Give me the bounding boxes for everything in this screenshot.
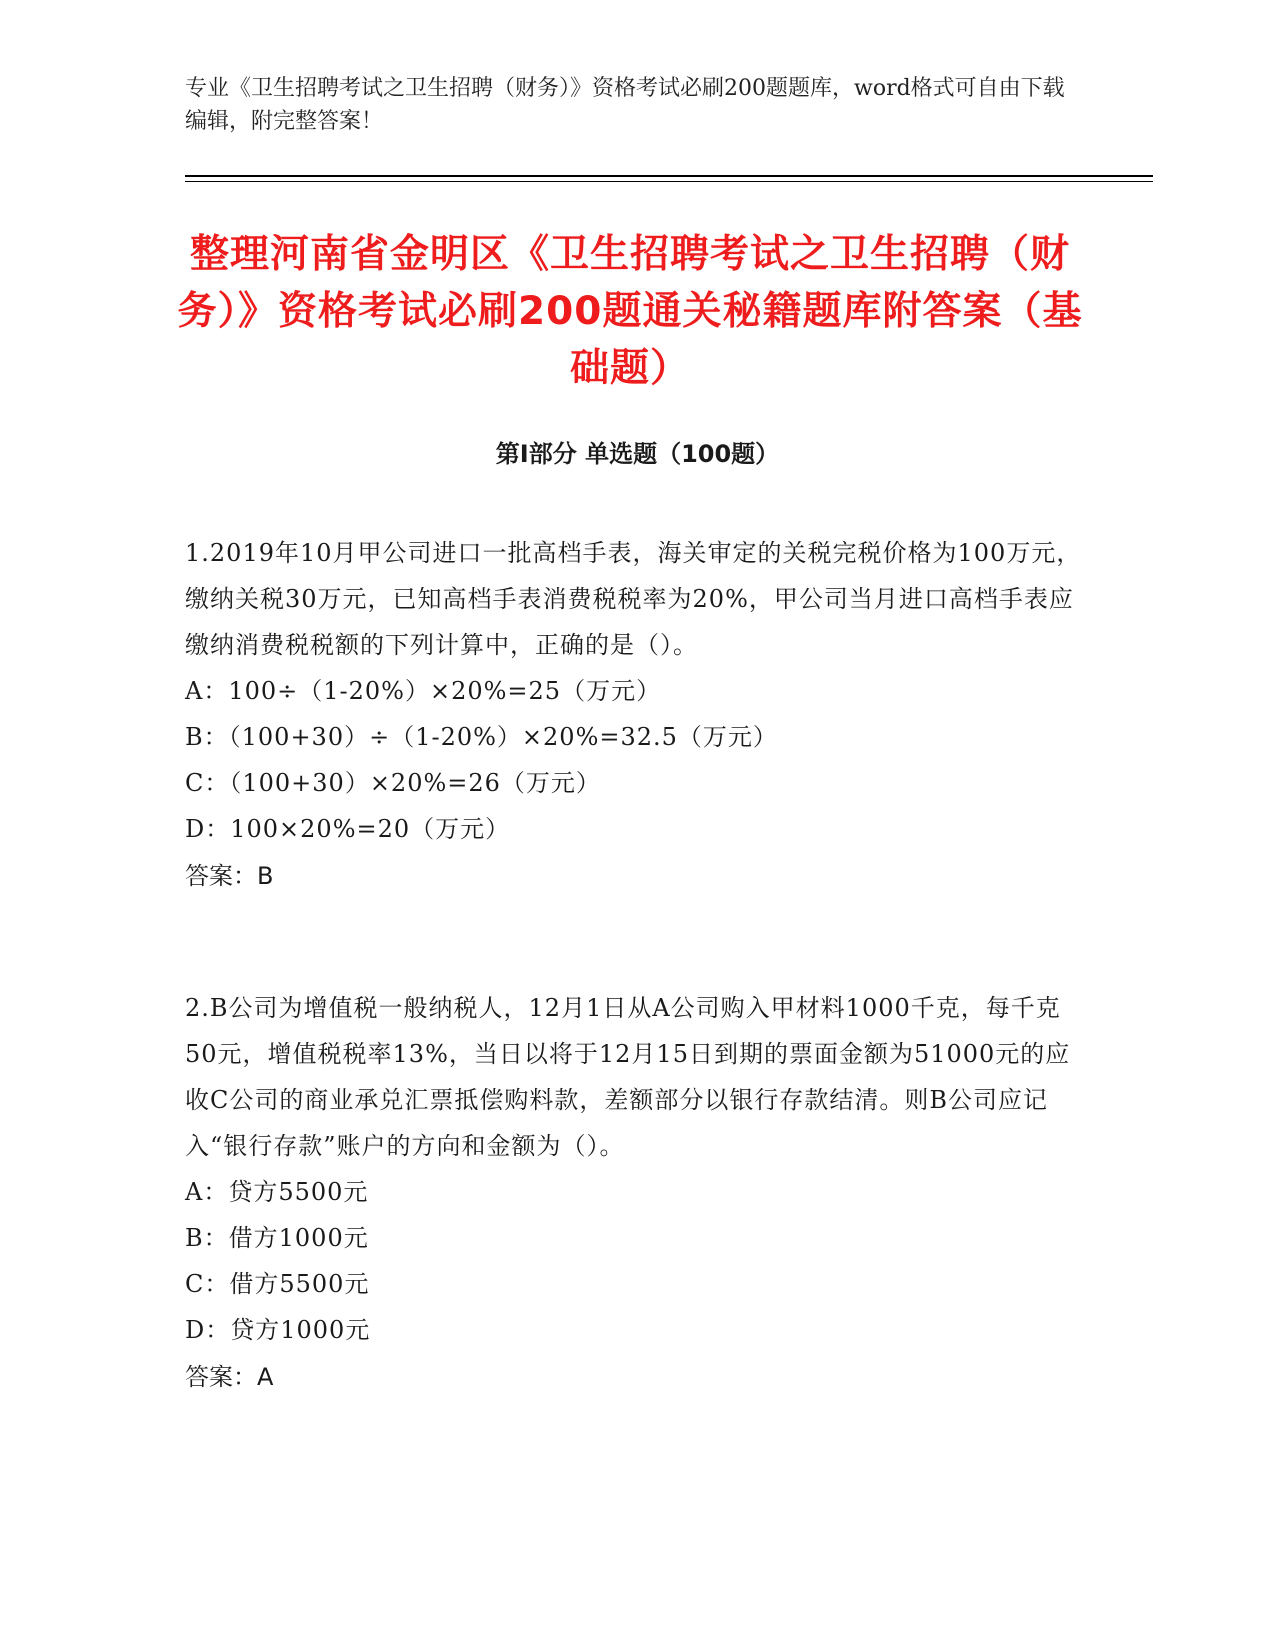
header-rule-thin bbox=[185, 181, 1153, 182]
option-a: A：贷方5500元 bbox=[185, 1178, 369, 1206]
header-note: 专业《卫生招聘考试之卫生招聘（财务）》资格考试必刷200题题库，word格式可自由下载编辑，附完整答案！ bbox=[185, 76, 1065, 134]
answer-line: 答案：B bbox=[185, 862, 274, 890]
option-c: C：（100+30）×20%=26（万元） bbox=[185, 769, 601, 797]
answer-line: 答案：A bbox=[185, 1363, 274, 1391]
option-c: C：借方5500元 bbox=[185, 1270, 370, 1298]
option-b: B：借方1000元 bbox=[185, 1224, 369, 1252]
option-list bbox=[185, 1169, 1085, 1353]
option-list bbox=[185, 668, 1085, 852]
option-d: D：贷方1000元 bbox=[185, 1316, 371, 1344]
section-heading: 第I部分 单选题（100题） bbox=[495, 440, 780, 468]
question-1 bbox=[185, 530, 1085, 899]
header-rule-thick bbox=[185, 175, 1153, 177]
question-2 bbox=[185, 985, 1085, 1400]
option-d: D：100×20%=20（万元） bbox=[185, 815, 511, 843]
option-a: A：100÷（1-20%）×20%=25（万元） bbox=[185, 677, 662, 705]
question-stem: 2.B公司为增值税一般纳税人，12月1日从A公司购入甲材料1000千克，每千克50元，增值税税率13%，当日以将于12月15日到期的票面金额为51000元的应收C公司的商业承兑汇票抵偿购料款，差额部分以银行存款结清。则B公司应记入“银行存款”账户的方向和金额为（）。 bbox=[185, 994, 1071, 1160]
document-title: 整理河南省金明区《卫生招聘考试之卫生招聘（财务）》资格考试必刷200题通关秘籍题库附答案（基础题） bbox=[177, 232, 1083, 391]
option-b: B：（100+30）÷（1-20%）×20%=32.5（万元） bbox=[185, 723, 778, 751]
question-stem: 1.2019年10月甲公司进口一批高档手表，海关审定的关税完税价格为100万元，缴纳关税30万元，已知高档手表消费税税率为20%，甲公司当月进口高档手表应缴纳消费税税额的下列计算中，正确的是（）。 bbox=[185, 539, 1082, 659]
